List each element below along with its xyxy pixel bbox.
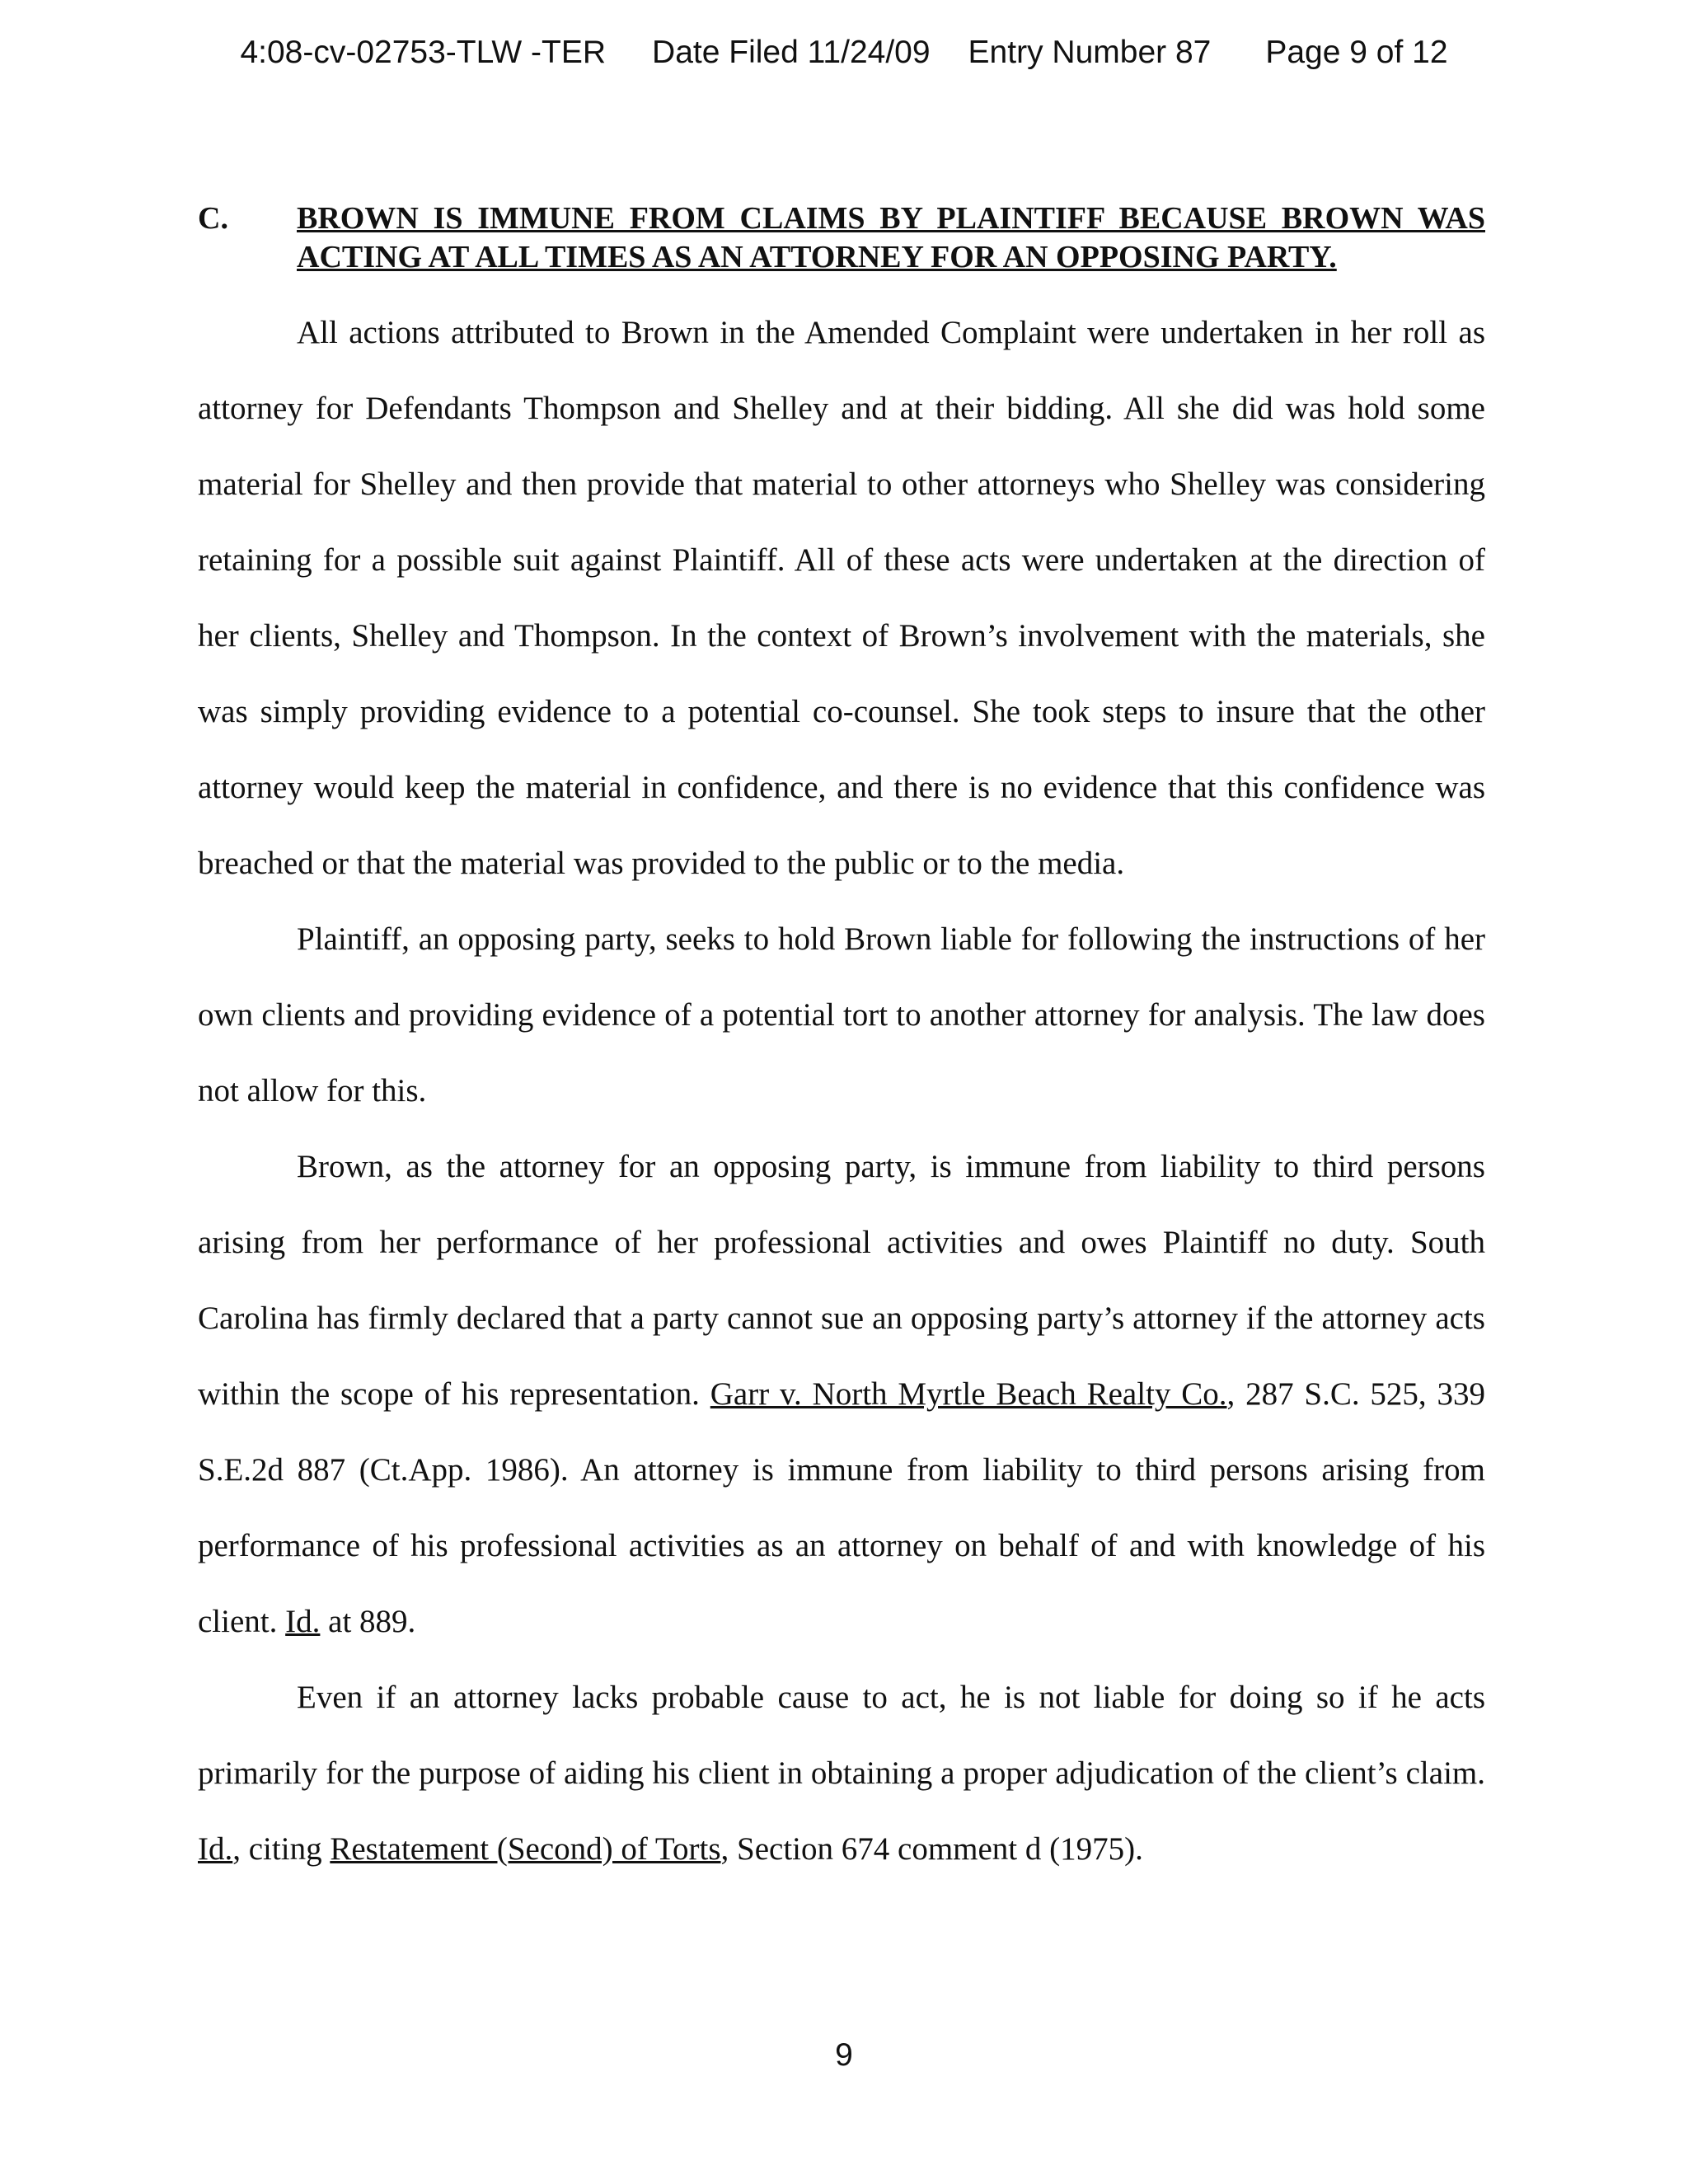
paragraph-2-text: Plaintiff, an opposing party, seeks to hold Brown liable for following the instructions of her own clients and providing evidence of a potential tort to another attorney for analysis. The law does not allow for this. xyxy=(198,921,1485,1108)
document-body xyxy=(198,199,1485,1887)
paragraph-3-text-a: Brown, as the attorney for an opposing party, is immune from liability to third persons arising from her performance of her professional activities and owes Plaintiff no duty. South Carolina has firmly declared that a party cannot sue an opposing party’s attorney if the attorney acts within the scope of his representation. xyxy=(198,1149,1485,1412)
entry-number: Entry Number 87 xyxy=(968,35,1212,70)
paragraph-4-text-b: , citing xyxy=(232,1831,331,1867)
paragraph-1-text: All actions attributed to Brown in the Amended Complaint were undertaken in her roll as attorney for Defendants Thompson and Shelley and at their bidding. All she did was hold some material for Shelley and then provide that material to other attorneys who Shelley was considering retaining for a possible suit against Plaintiff. All of these acts were undertaken at the direction of her clients, Shelley and Thompson. In the context of Brown’s involvement with the materials, she was simply providing evidence to a potential co-counsel. She took steps to insure that the other attorney would keep the material in confidence, and there is no evidence that this confidence was breached or that the material was provided to the public or to the media. xyxy=(198,315,1485,881)
case-citation-garr: Garr v. North Myrtle Beach Realty Co. xyxy=(710,1376,1227,1412)
id-citation: Id. xyxy=(198,1831,233,1867)
section-title: BROWN IS IMMUNE FROM CLAIMS BY PLAINTIFF BECAUSE BROWN WAS ACTING AT ALL TIMES AS AN ATTORNEY FOR AN OPPOSING PARTY. xyxy=(297,201,1485,274)
restatement-citation: Restatement (Second) of Torts xyxy=(330,1831,721,1867)
paragraph-3 xyxy=(198,1129,1485,1660)
paragraph-3-text-b: , 287 S.C. 525, 339 S.E.2d 887 (Ct.App. 1986). An attorney is immune from liability to third persons arising from performance of his professional activities as an attorney on behalf of and with knowledge of his client. xyxy=(198,1376,1486,1639)
case-number: 4:08-cv-02753-TLW -TER xyxy=(240,35,607,70)
page-number: 9 xyxy=(835,2037,853,2073)
date-filed: Date Filed 11/24/09 xyxy=(652,35,931,70)
id-citation: Id. xyxy=(285,1604,321,1639)
paragraph-4 xyxy=(198,1660,1485,1887)
paragraph-4-text-a: Even if an attorney lacks probable cause to act, he is not liable for doing so if he acts primarily for the purpose of aiding his client in obtaining a proper adjudication of the client’s claim. xyxy=(198,1680,1485,1791)
docket-header xyxy=(0,35,1688,71)
paragraph-4-text-c: , Section 674 comment d (1975). xyxy=(720,1831,1143,1867)
paragraph-3-text-c: at 889. xyxy=(320,1604,416,1639)
section-heading xyxy=(198,199,1485,277)
section-letter: C. xyxy=(198,201,228,236)
page-of-total: Page 9 of 12 xyxy=(1265,35,1448,70)
paragraph-2 xyxy=(198,902,1485,1129)
paragraph-1 xyxy=(198,295,1485,902)
